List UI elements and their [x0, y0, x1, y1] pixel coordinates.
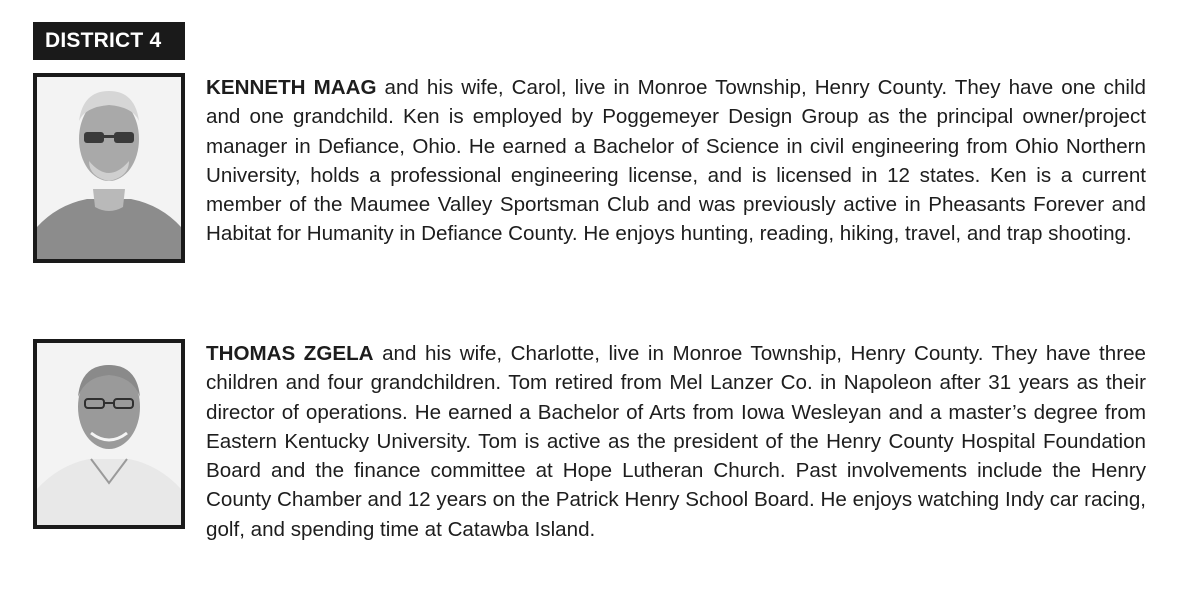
member-bio-text: and his wife, Charlotte, live in Monroe Township, Henry County. They have three children and four grandchildren. Tom retired from Mel Lanzer Co. in Napoleon after 31 years as their director of operations. He earned a Bachelor of Arts from Iowa Wesleyan and a master’s degree from Eastern Kentucky University. Tom is active as the president of the Henry County Hospital Foundation Board and the finance committee at Hope Lutheran Church. Past involvements include the Henry County Chamber and 12 years on the Patrick Henry School Board. He enjoys watching Indy car racing, golf, and spending time at Catawba Island.: [206, 342, 1146, 541]
member-photo-kenneth-maag: [33, 73, 185, 263]
district-heading: DISTRICT 4: [33, 22, 185, 60]
portrait-image: [37, 343, 181, 525]
portrait-image: [37, 77, 181, 259]
member-name: KENNETH MAAG: [206, 76, 377, 99]
member-bio-thomas-zgela: [206, 339, 1146, 544]
member-bio-kenneth-maag: [206, 73, 1146, 249]
member-name: THOMAS ZGELA: [206, 342, 374, 365]
member-bio-text: and his wife, Carol, live in Monroe Township, Henry County. They have one child and one grandchild. Ken is employed by Poggemeyer Design Group as the principal owner/project manager in Defiance, Ohio. He earned a Bachelor of Science in civil engineering from Ohio Northern University, holds a professional engineering license, and is licensed in 12 states. Ken is a current member of the Maumee Valley Sportsman Club and was previously active in Pheasants Forever and Habitat for Humanity in Defiance County. He enjoys hunting, reading, hiking, travel, and trap shooting.: [206, 76, 1146, 246]
member-photo-thomas-zgela: [33, 339, 185, 529]
